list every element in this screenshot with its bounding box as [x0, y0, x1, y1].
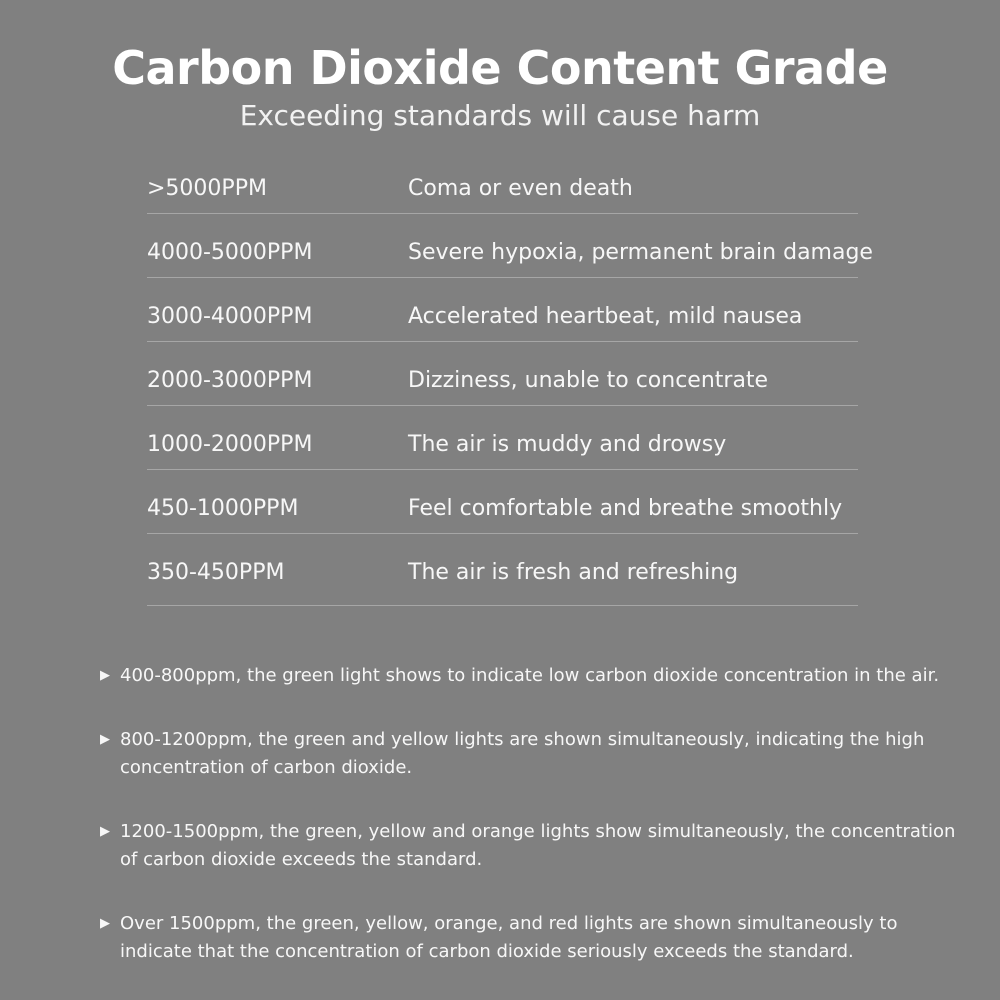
grade-range: 3000-4000PPM — [147, 304, 313, 329]
grade-range: 1000-2000PPM — [147, 432, 313, 457]
grade-range: >5000PPM — [147, 176, 267, 201]
triangle-right-icon: ▶ — [100, 668, 110, 683]
grade-range: 2000-3000PPM — [147, 368, 313, 393]
grade-effect: Feel comfortable and breathe smoothly — [408, 496, 843, 521]
note-text: Over 1500ppm, the green, yellow, orange, and red lights are shown simultaneously to indicate that the concentration of carbon dioxide seriously exceeds the standard. — [120, 913, 898, 962]
grade-row — [147, 534, 858, 606]
note-text: 400-800ppm, the green light shows to indicate low carbon dioxide concentration in the air. — [120, 665, 940, 686]
triangle-right-icon: ▶ — [100, 824, 110, 839]
grade-range: 350-450PPM — [147, 560, 285, 585]
note-item — [100, 910, 960, 966]
note-text: 800-1200ppm, the green and yellow lights are shown simultaneously, indicating the high concentration of carbon dioxide. — [120, 729, 925, 778]
grade-effect: Coma or even death — [408, 176, 633, 201]
grade-effect: The air is muddy and drowsy — [408, 432, 727, 457]
grade-range: 450-1000PPM — [147, 496, 299, 521]
grade-row — [147, 406, 858, 470]
grade-row — [147, 470, 858, 534]
triangle-right-icon: ▶ — [100, 732, 110, 747]
grade-effect: The air is fresh and refreshing — [408, 560, 739, 585]
grade-table — [147, 150, 873, 606]
grade-row — [147, 150, 858, 214]
page-subtitle: Exceeding standards will cause harm — [239, 99, 761, 132]
note-text: 1200-1500ppm, the green, yellow and orange lights show simultaneously, the concentration of carbon dioxide exceeds the standard. — [120, 821, 956, 870]
note-item — [100, 662, 960, 690]
grade-effect: Dizziness, unable to concentrate — [408, 368, 769, 393]
triangle-right-icon: ▶ — [100, 916, 110, 931]
note-item — [100, 726, 960, 782]
page-title: Carbon Dioxide Content Grade — [112, 41, 888, 95]
grade-effect: Accelerated heartbeat, mild nausea — [408, 304, 803, 329]
note-item — [100, 818, 960, 874]
grade-range: 4000-5000PPM — [147, 240, 313, 265]
grade-row — [147, 342, 858, 406]
grade-effect: Severe hypoxia, permanent brain damage — [408, 240, 873, 265]
grade-row — [147, 278, 858, 342]
indicator-notes — [100, 662, 960, 966]
grade-row — [147, 214, 873, 278]
